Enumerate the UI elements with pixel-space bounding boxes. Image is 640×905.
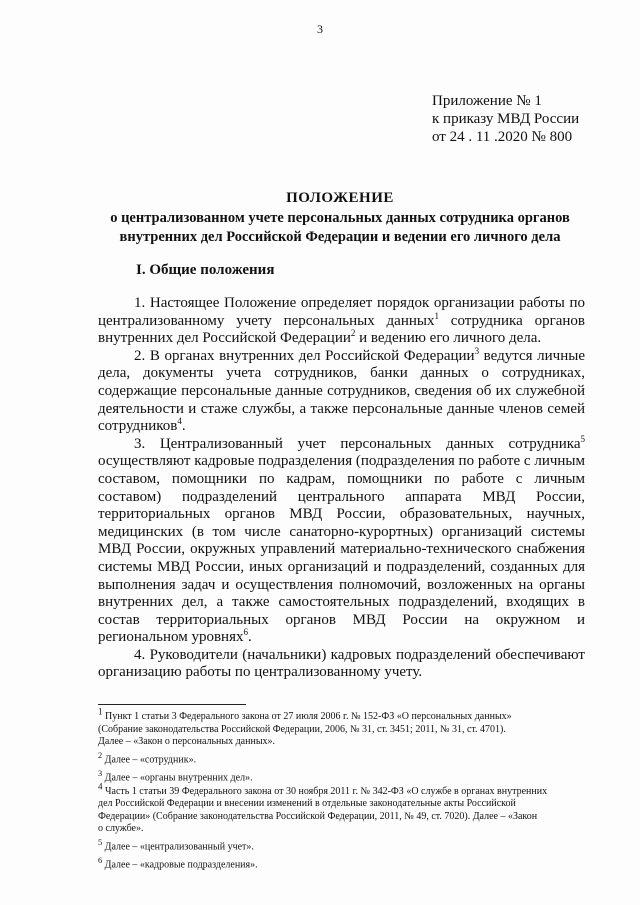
footnote-6-mark: 6: [98, 855, 103, 865]
footnote-1-mark: 1: [98, 706, 103, 717]
footnote-5-mark: 5: [98, 838, 103, 847]
paragraph-1-text-c: и ведению его личного дела.: [355, 330, 542, 347]
footnote-1-line-3: Далее – «Закон о персональных данных».: [98, 736, 276, 748]
paragraph-1: [98, 295, 585, 348]
footnote-ref-2: 2: [350, 328, 356, 339]
footnote-ref-1: 1: [434, 310, 439, 321]
document-title: ПОЛОЖЕНИЕ: [286, 190, 394, 206]
paragraph-2-text-a: 2. В органах внутренних дел Российской Федерации: [134, 347, 475, 364]
footnote-4-line-4: о службе».: [98, 823, 144, 835]
paragraph-3-text-a: 3. Централизованный учет персональных данных сотрудника: [134, 435, 581, 452]
subtitle-line-1: о централизованном учете персональных данных сотрудника органов: [110, 210, 570, 226]
paragraph-2-text-c: .: [181, 418, 186, 435]
footnote-5-text: Далее – «централизованный учет».: [102, 841, 254, 853]
subtitle-line-2: внутренних дел Российской Федерации и ведении его личного дела: [119, 229, 561, 245]
footnote-6: [98, 855, 585, 872]
footnote-2-text: Далее – «сотрудник».: [102, 754, 197, 766]
footnote-1-text-1: Пункт 1 статьи 3 Федерального закона от 27 июля 2006 г. № 152-ФЗ «О персональных данных»: [102, 711, 512, 722]
footnote-1-line-2: (Собрание законодательства Российской Федерации, 2006, № 31, ст. 3451; 2011, № 31, ст. 4701).: [98, 723, 506, 735]
footnote-ref-3: 3: [474, 345, 480, 356]
paragraph-2-text-b: ведутся личные дела, документы учета сотрудников, банки данных о сотрудниках, содержащие персональные данные сотрудников, сведения об их служебной деятельности и стаже службы, а также персональные данные членов семей сотрудников: [98, 347, 585, 435]
paragraph-3: [98, 433, 585, 647]
footnote-1-line-1: [98, 706, 585, 724]
footnote-3-text: Далее – «органы внутренних дел».: [102, 772, 253, 784]
footnote-3: [98, 768, 585, 785]
footnote-3-mark: 3: [98, 768, 103, 778]
footnote-ref-4: 4: [177, 416, 182, 427]
title-block: [95, 188, 585, 247]
footnote-1: [98, 706, 585, 749]
paragraph-3-text-c: .: [247, 629, 252, 646]
footnote-4: [98, 781, 585, 836]
footnote-4-mark: 4: [98, 781, 103, 792]
footnotes: [98, 706, 585, 873]
paragraph-1-text-b: сотрудника органов внутренних дел Российской Федерации: [98, 312, 585, 347]
footnote-4-line-2: дел Российской Федерации и внесении изменений в отдельные законодательные акты Российской: [98, 798, 516, 810]
section-heading: I. Общие положения: [136, 262, 275, 278]
footnote-ref-5: 5: [580, 433, 585, 444]
paragraph-4: [98, 647, 585, 682]
footnote-4-text-1: Часть 1 статьи 39 Федерального закона от 30 ноября 2011 г. № 342-ФЗ «О службе в органах внутренних: [102, 785, 548, 797]
paragraph-4-text: 4. Руководители (начальники) кадровых подразделений обеспечивают организацию работы по централизованному учету.: [98, 646, 585, 681]
footnote-separator: [98, 704, 246, 705]
footnote-6-text: Далее – «кадровые подразделения».: [102, 859, 258, 871]
paragraph-3-text-b: осуществляют кадровые подразделения (подразделения по работе с личным составом, помощники по кадрам, помощники по работе с личным составом) подразделений центрального аппарата МВД России, территориальных органов МВД России, образовательных, научных, медицинских (в том числе санаторно-курортных) организаций системы МВД России, окружных управлений материально-технического снабжения системы МВД России, иных организаций и подразделений, созданных для выполнения задач и осуществления полномочий, возложенных на органы внутренних дел, а также самостоятельных подразделений, входящих в состав территориальных органов МВД России на окружном и региональном уровнях: [98, 453, 585, 646]
footnote-2: [98, 750, 585, 767]
footnote-ref-6: 6: [243, 627, 248, 638]
appendix-number: Приложение № 1: [432, 93, 542, 109]
footnote-5: [98, 837, 585, 854]
footnote-4-line-1: [98, 781, 585, 799]
paragraph-2: [98, 345, 585, 436]
body-text: [98, 295, 585, 682]
page-number: 3: [317, 22, 323, 36]
paragraph-1-text-a: 1. Настоящее Положение определяет порядок организации работы по централизованному учету персональных данных: [98, 295, 585, 329]
appendix-date-number: от 24 . 11 .2020 № 800: [432, 129, 573, 145]
appendix-header: [432, 92, 579, 146]
appendix-order: к приказу МВД России: [432, 111, 580, 127]
footnote-4-line-3: Федерации» (Собрание законодательства Российской Федерации, 2011, № 49, ст. 7020). Далее – «Закон: [98, 810, 538, 822]
document-subtitle: [95, 209, 585, 247]
footnote-2-mark: 2: [98, 750, 103, 760]
